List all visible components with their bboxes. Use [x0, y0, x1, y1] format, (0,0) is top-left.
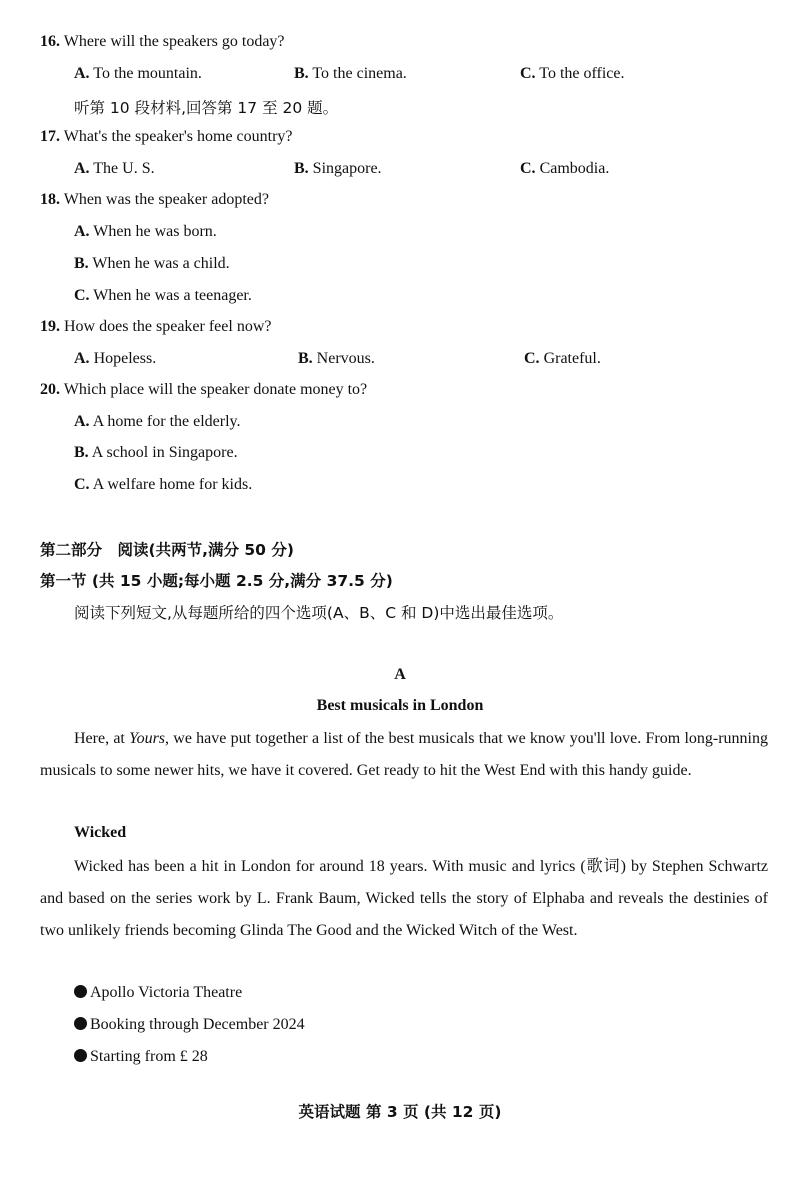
page-footer: 英语试题 第 3 页 (共 12 页)	[298, 1103, 502, 1121]
option-a: A. Hopeless.	[74, 350, 157, 367]
reading-instruction: 阅读下列短文,从每题所给的四个选项(A、B、C 和 D)中选出最佳选项。	[74, 604, 564, 622]
part-heading: 第二部分 阅读(共两节,满分 50 分)	[40, 541, 294, 559]
section-instruction: 听第 10 段材料,回答第 17 至 20 题。	[74, 99, 339, 117]
option-a: A. The U. S.	[74, 160, 155, 177]
question-20	[40, 381, 367, 399]
option-c: C. When he was a teenager.	[74, 287, 252, 304]
passage-letter: A	[394, 666, 406, 683]
question-16	[40, 33, 285, 51]
option-b: B. A school in Singapore.	[74, 444, 238, 461]
section-heading: 第一节 (共 15 小题;每小题 2.5 分,满分 37.5 分)	[40, 572, 393, 590]
question-19	[40, 318, 271, 336]
option-c: C. A welfare home for kids.	[74, 476, 253, 493]
question-17	[40, 128, 293, 146]
question-number: 19.	[40, 318, 60, 335]
magazine-name: Yours	[129, 730, 166, 747]
option-b: B. Nervous.	[298, 350, 375, 367]
question-18	[40, 191, 269, 209]
option-b: B. Singapore.	[294, 160, 382, 177]
bullet-item: Apollo Victoria Theatre	[74, 984, 242, 1002]
question-number: 16.	[40, 33, 60, 50]
option-c: C. Grateful.	[524, 350, 601, 367]
question-text: How does the speaker feel now?	[64, 318, 272, 335]
option-a: A. A home for the elderly.	[74, 413, 241, 430]
bullet-icon	[74, 1049, 87, 1062]
option-b: B. When he was a child.	[74, 255, 230, 272]
section-subheading: Wicked	[74, 824, 127, 841]
bullet-item: Booking through December 2024	[74, 1016, 305, 1034]
bullet-icon	[74, 985, 87, 998]
option-c: C. Cambodia.	[520, 160, 610, 177]
option-a: A. When he was born.	[74, 223, 217, 240]
question-text: Which place will the speaker donate money to?	[63, 381, 368, 398]
option-a: A. To the mountain.	[74, 65, 202, 82]
bullet-item: Starting from £ 28	[74, 1048, 208, 1066]
body-paragraph: Wicked has been a hit in London for around 18 years. With music and lyrics (歌词) by Stephen Schwartz and based on the series work by L. Frank Baum, Wicked tells the story of Elphaba and reveals the destinies of two unlikely friends becoming Glinda The Good and the Wicked Witch of the West.	[40, 858, 768, 939]
question-text: Where will the speakers go today?	[63, 33, 285, 50]
question-number: 17.	[40, 128, 60, 145]
question-text: What's the speaker's home country?	[63, 128, 293, 145]
question-number: 18.	[40, 191, 60, 208]
question-number: 20.	[40, 381, 60, 398]
bullet-icon	[74, 1017, 87, 1030]
option-b: B. To the cinema.	[294, 65, 407, 82]
question-text: When was the speaker adopted?	[63, 191, 269, 208]
option-c: C. To the office.	[520, 65, 625, 82]
intro-paragraph: Here, at Yours, we have put together a list of the best musicals that we know you'll love. From long-running musicals to some newer hits, we have it covered. Get ready to hit the West End with this handy guide.	[40, 730, 768, 779]
passage-title: Best musicals in London	[316, 697, 484, 714]
